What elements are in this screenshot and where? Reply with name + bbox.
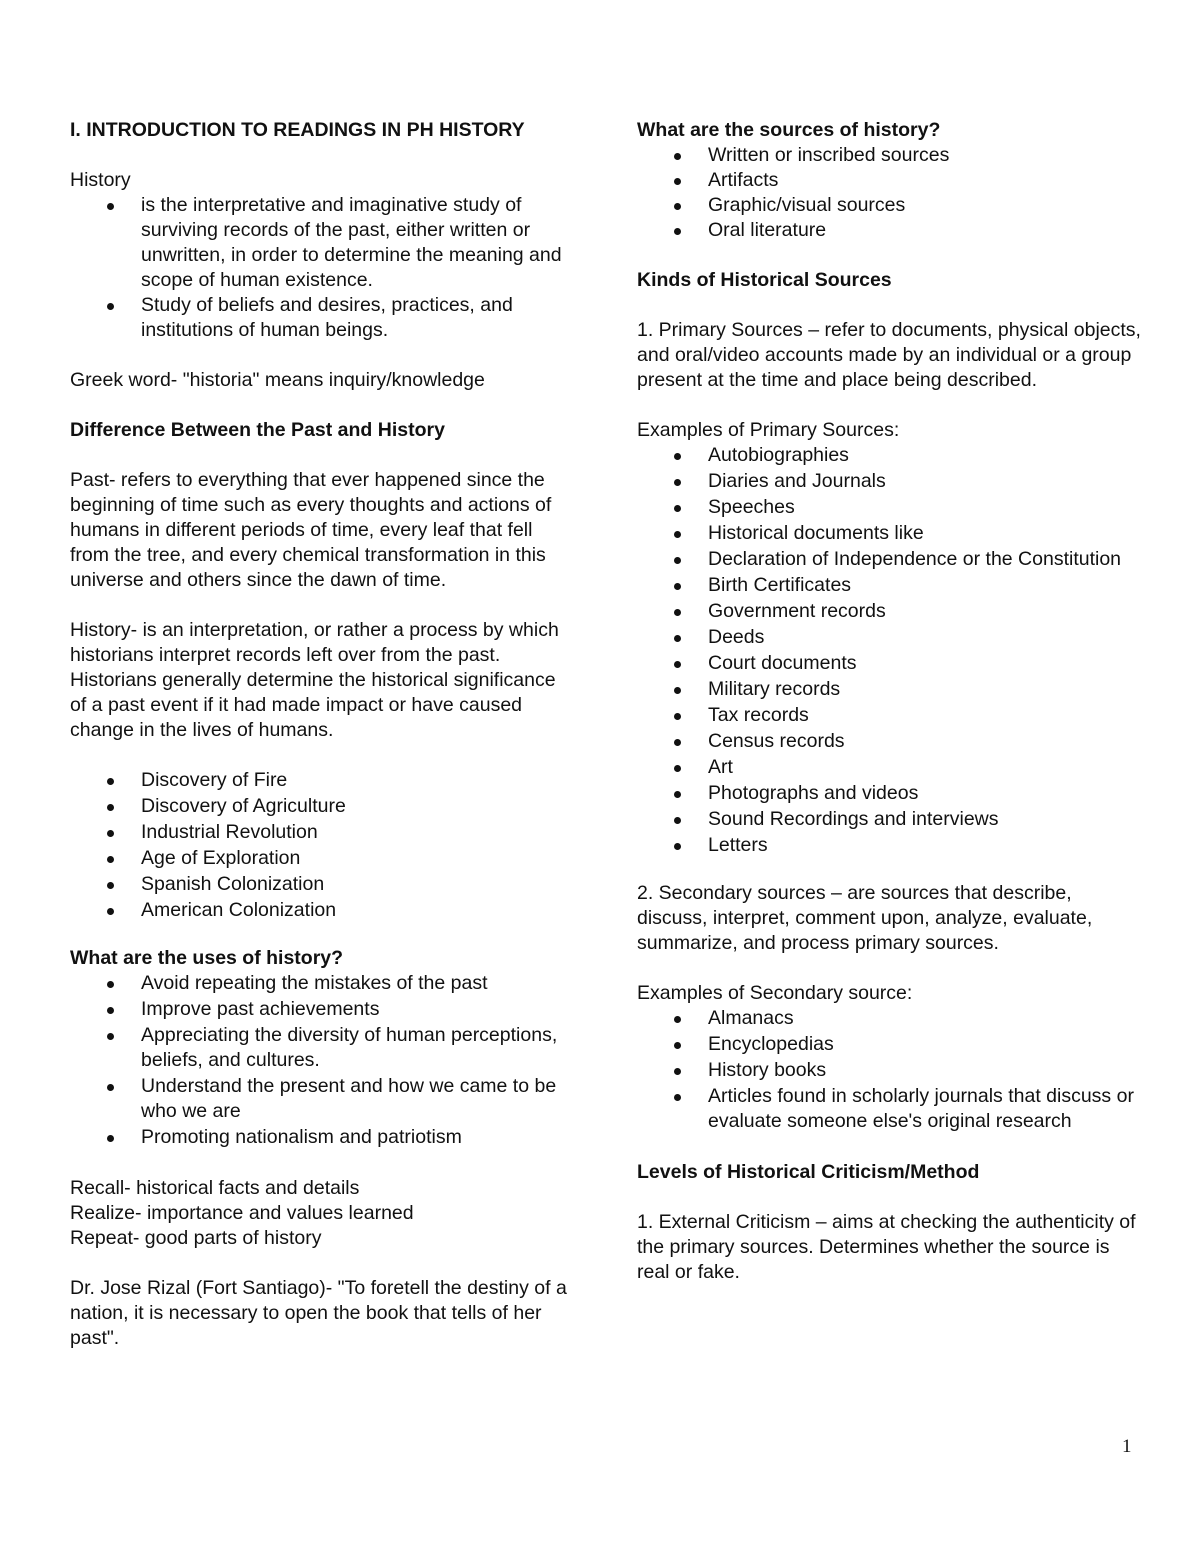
list-item: Declaration of Independence or the Constitution xyxy=(708,547,1147,572)
bullet-icon xyxy=(674,661,681,668)
list-item: Improve past achievements xyxy=(141,997,570,1022)
bullet-icon xyxy=(107,1007,114,1014)
bullet-icon xyxy=(674,635,681,642)
list-item: Appreciating the diversity of human perceptions, beliefs, and cultures. xyxy=(141,1023,570,1073)
secondary-sources-definition: 2. Secondary sources – are sources that describe, discuss, interpret, comment upon, analyze, evaluate, summarize, and process primary sources. xyxy=(637,882,1093,954)
list-item: is the interpretative and imaginative study of surviving records of the past, either written or unwritten, in order to determine the meaning and scope of human existence. xyxy=(141,193,570,293)
list-item: Census records xyxy=(708,729,1147,754)
secondary-examples-label: Examples of Secondary source: xyxy=(637,982,913,1004)
bullet-icon xyxy=(674,153,681,160)
list-item: History books xyxy=(708,1058,1147,1083)
bullet-icon xyxy=(674,453,681,460)
bullet-icon xyxy=(107,804,114,811)
list-item: Sound Recordings and interviews xyxy=(708,807,1147,832)
page-number: 1 xyxy=(1122,1436,1132,1457)
events-list xyxy=(70,768,570,923)
bullet-icon xyxy=(107,981,114,988)
document-title: I. INTRODUCTION TO READINGS IN PH HISTORY xyxy=(70,119,525,141)
levels-heading: Levels of Historical Criticism/Method xyxy=(637,1161,980,1183)
bullet-icon xyxy=(674,687,681,694)
bullet-icon xyxy=(674,583,681,590)
uses-list xyxy=(70,971,570,1150)
list-item: Spanish Colonization xyxy=(141,872,570,897)
bullet-icon xyxy=(674,178,681,185)
past-definition: Past- refers to everything that ever happened since the beginning of time such as every thoughts and actions of humans in different periods of time, every leaf that fell from the tree, and every chemical transformation in this universe and others since the dawn of time. xyxy=(70,469,552,591)
bullet-icon xyxy=(107,882,114,889)
bullet-icon xyxy=(107,1135,114,1142)
bullet-icon xyxy=(107,1033,114,1040)
external-criticism-definition: 1. External Criticism – aims at checking the authenticity of the primary sources. Determines whether the source is real or fake. xyxy=(637,1211,1136,1283)
list-item: American Colonization xyxy=(141,898,570,923)
uses-heading: What are the uses of history? xyxy=(70,947,344,969)
list-item: Deeds xyxy=(708,625,1147,650)
difference-heading: Difference Between the Past and History xyxy=(70,419,445,441)
list-item: Court documents xyxy=(708,651,1147,676)
bullet-icon xyxy=(674,203,681,210)
list-item: Tax records xyxy=(708,703,1147,728)
list-item: Government records xyxy=(708,599,1147,624)
bullet-icon xyxy=(674,531,681,538)
primary-examples-label: Examples of Primary Sources: xyxy=(637,419,900,441)
list-item: Articles found in scholarly journals that discuss or evaluate someone else's original research xyxy=(708,1084,1147,1134)
bullet-icon xyxy=(674,817,681,824)
bullet-icon xyxy=(107,1084,114,1091)
list-item: Industrial Revolution xyxy=(141,820,570,845)
bullet-icon xyxy=(107,830,114,837)
bullet-icon xyxy=(674,557,681,564)
bullet-icon xyxy=(107,778,114,785)
bullet-icon xyxy=(107,203,114,210)
bullet-icon xyxy=(674,739,681,746)
list-item: Birth Certificates xyxy=(708,573,1147,598)
bullet-icon xyxy=(674,1016,681,1023)
bullet-icon xyxy=(107,908,114,915)
bullet-icon xyxy=(674,1094,681,1101)
sources-heading: What are the sources of history? xyxy=(637,119,941,141)
bullet-icon xyxy=(674,791,681,798)
history-label: History xyxy=(70,169,131,191)
bullet-icon xyxy=(674,843,681,850)
history-definition: History- is an interpretation, or rather a process by which historians interpret records left over from the past. Historians generally determine the historical significance of a past event if it had made impact or have caused change in the lives of humans. xyxy=(70,619,559,741)
list-item: Age of Exploration xyxy=(141,846,570,871)
right-column xyxy=(637,118,1147,1285)
repeat-line: Repeat- good parts of history xyxy=(70,1227,322,1249)
recall-line: Recall- historical facts and details xyxy=(70,1177,360,1199)
left-column xyxy=(70,118,570,1351)
list-item: Military records xyxy=(708,677,1147,702)
list-item: Artifacts xyxy=(708,168,1147,193)
bullet-icon xyxy=(674,505,681,512)
bullet-icon xyxy=(674,609,681,616)
list-item: Discovery of Fire xyxy=(141,768,570,793)
list-item: Encyclopedias xyxy=(708,1032,1147,1057)
history-definition-list xyxy=(70,193,570,343)
bullet-icon xyxy=(674,479,681,486)
list-item: Avoid repeating the mistakes of the past xyxy=(141,971,570,996)
greek-word-note: Greek word- "historia" means inquiry/knowledge xyxy=(70,369,485,391)
list-item: Speeches xyxy=(708,495,1147,520)
list-item: Art xyxy=(708,755,1147,780)
bullet-icon xyxy=(674,713,681,720)
kinds-heading: Kinds of Historical Sources xyxy=(637,269,892,291)
secondary-examples-list xyxy=(637,1006,1147,1134)
list-item: Almanacs xyxy=(708,1006,1147,1031)
bullet-icon xyxy=(107,856,114,863)
bullet-icon xyxy=(674,1042,681,1049)
list-item: Letters xyxy=(708,833,1147,858)
sources-list xyxy=(637,143,1147,243)
list-item: Written or inscribed sources xyxy=(708,143,1147,168)
bullet-icon xyxy=(674,228,681,235)
realize-line: Realize- importance and values learned xyxy=(70,1202,414,1224)
list-item: Diaries and Journals xyxy=(708,469,1147,494)
rizal-quote: Dr. Jose Rizal (Fort Santiago)- "To foretell the destiny of a nation, it is necessary to open the book that tells of her past". xyxy=(70,1277,567,1349)
list-item: Historical documents like xyxy=(708,521,1147,546)
primary-examples-list xyxy=(637,443,1147,858)
list-item: Oral literature xyxy=(708,218,1147,243)
list-item: Understand the present and how we came to be who we are xyxy=(141,1074,570,1124)
list-item: Promoting nationalism and patriotism xyxy=(141,1125,570,1150)
bullet-icon xyxy=(674,1068,681,1075)
list-item: Study of beliefs and desires, practices, and institutions of human beings. xyxy=(141,293,570,343)
list-item: Autobiographies xyxy=(708,443,1147,468)
bullet-icon xyxy=(107,303,114,310)
bullet-icon xyxy=(674,765,681,772)
list-item: Photographs and videos xyxy=(708,781,1147,806)
primary-sources-definition: 1. Primary Sources – refer to documents, physical objects, and oral/video accounts made by an individual or a group present at the time and place being described. xyxy=(637,319,1141,391)
list-item: Graphic/visual sources xyxy=(708,193,1147,218)
list-item: Discovery of Agriculture xyxy=(141,794,570,819)
